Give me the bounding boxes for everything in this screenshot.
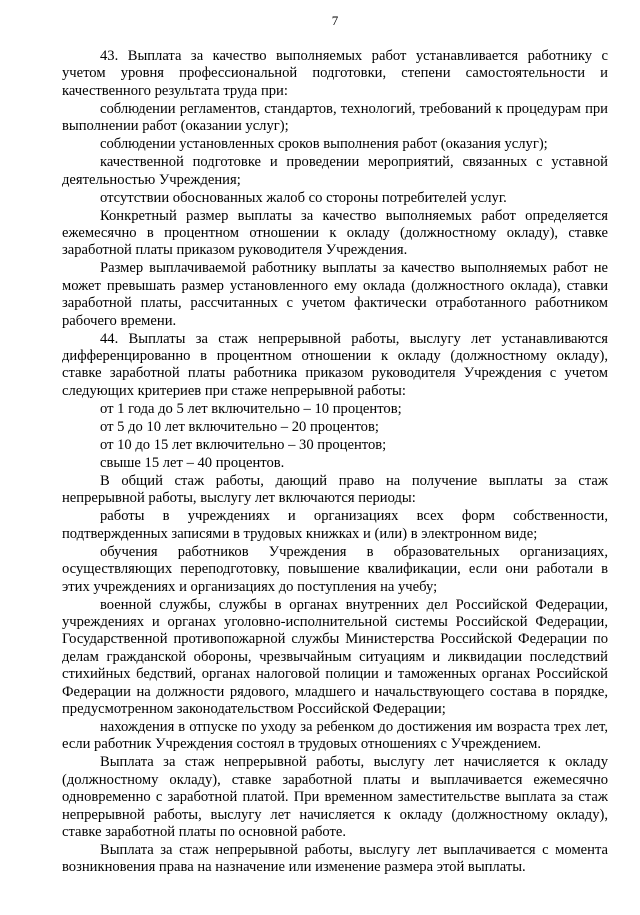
paragraph: работы в учреждениях и организациях всех форм собственности, подтвержденных записями в трудовых книжках и (или) в электронном виде;	[62, 508, 608, 542]
paragraph: Размер выплачиваемой работнику выплаты за качество выполняемых работ не может превышать размер установленного ему оклада (должностного оклада), ставки заработной платы, рассчитанных с учетом фактически отработанного работником рабочего времени.	[62, 260, 608, 329]
paragraph: соблюдении установленных сроков выполнения работ (оказания услуг);	[100, 136, 548, 153]
page-number: 7	[331, 13, 339, 28]
paragraph: военной службы, службы в органах внутренних дел Российской Федерации, учреждениях и органах уголовно-исполнительной системы Российской Федерации, Государственной противопожарной службы Министерства Российской Федерации по делам гражданской обороны, чрезвычайным ситуациям и ликвидации последствий стихийных бедствий, органах налоговой полиции и таможенных органах Российской Федерации на должности рядового, младшего и начальствующего состава в порядке, предусмотренном законодательством Российской Федерации;	[62, 596, 608, 717]
paragraph: Конкретный размер выплаты за качество выполняемых работ определяется ежемесячно в процентном отношении к окладу (должностному окладу), ставке заработной платы приказом руководителя Учреждения.	[62, 207, 608, 259]
paragraph: Выплата за стаж непрерывной работы, выслугу лет выплачивается с момента возникновения права на назначение или изменение размера этой выплаты.	[62, 841, 608, 876]
paragraph: от 5 до 10 лет включительно – 20 процентов;	[100, 418, 379, 435]
paragraph: соблюдении регламентов, стандартов, технологий, требований к процедурам при выполнении работ (оказании услуг);	[62, 100, 608, 135]
paragraph: от 10 до 15 лет включительно – 30 процентов;	[100, 436, 387, 453]
paragraph: 43. Выплата за качество выполняемых работ устанавливается работнику с учетом уровня профессиональной подготовки, степени самостоятельности и качественного результата труда при:	[62, 48, 608, 99]
paragraph: Выплата за стаж непрерывной работы, выслугу лет начисляется к окладу (должностному окладу), ставке заработной платы и выплачивается ежемесячно одновременно с заработной платой. При временном заместительстве выплата за стаж непрерывной работы, выслугу лет начисляется к окладу (должностному окладу), ставке заработной платы по основной работе.	[62, 754, 608, 840]
document-body	[62, 48, 608, 877]
paragraph: В общий стаж работы, дающий право на получение выплаты за стаж непрерывной работы, выслугу лет включаются периоды:	[62, 472, 608, 507]
paragraph: нахождения в отпуске по уходу за ребенком до достижения им возраста трех лет, если работник Учреждения состоял в трудовых отношениях с Учреждением.	[62, 718, 608, 753]
paragraph: свыше 15 лет – 40 процентов.	[100, 454, 285, 471]
paragraph: обучения работников Учреждения в образовательных организациях, осуществляющих переподготовку, повышение квалификации, если они работали в этих учреждениях и организациях до поступления на учебу;	[62, 543, 608, 595]
paragraph: отсутствии обоснованных жалоб со стороны потребителей услуг.	[100, 189, 507, 206]
paragraph: от 1 года до 5 лет включительно – 10 процентов;	[100, 400, 402, 417]
paragraph: качественной подготовке и проведении мероприятий, связанных с уставной деятельностью Учреждения;	[62, 154, 608, 188]
paragraph: 44. Выплаты за стаж непрерывной работы, выслугу лет устанавливаются дифференцированно в процентном отношении к окладу (должностному окладу), ставке заработной платы работника приказом руководителя Учреждения с учетом следующих критериев при стаже непрерывной работы:	[62, 330, 608, 399]
